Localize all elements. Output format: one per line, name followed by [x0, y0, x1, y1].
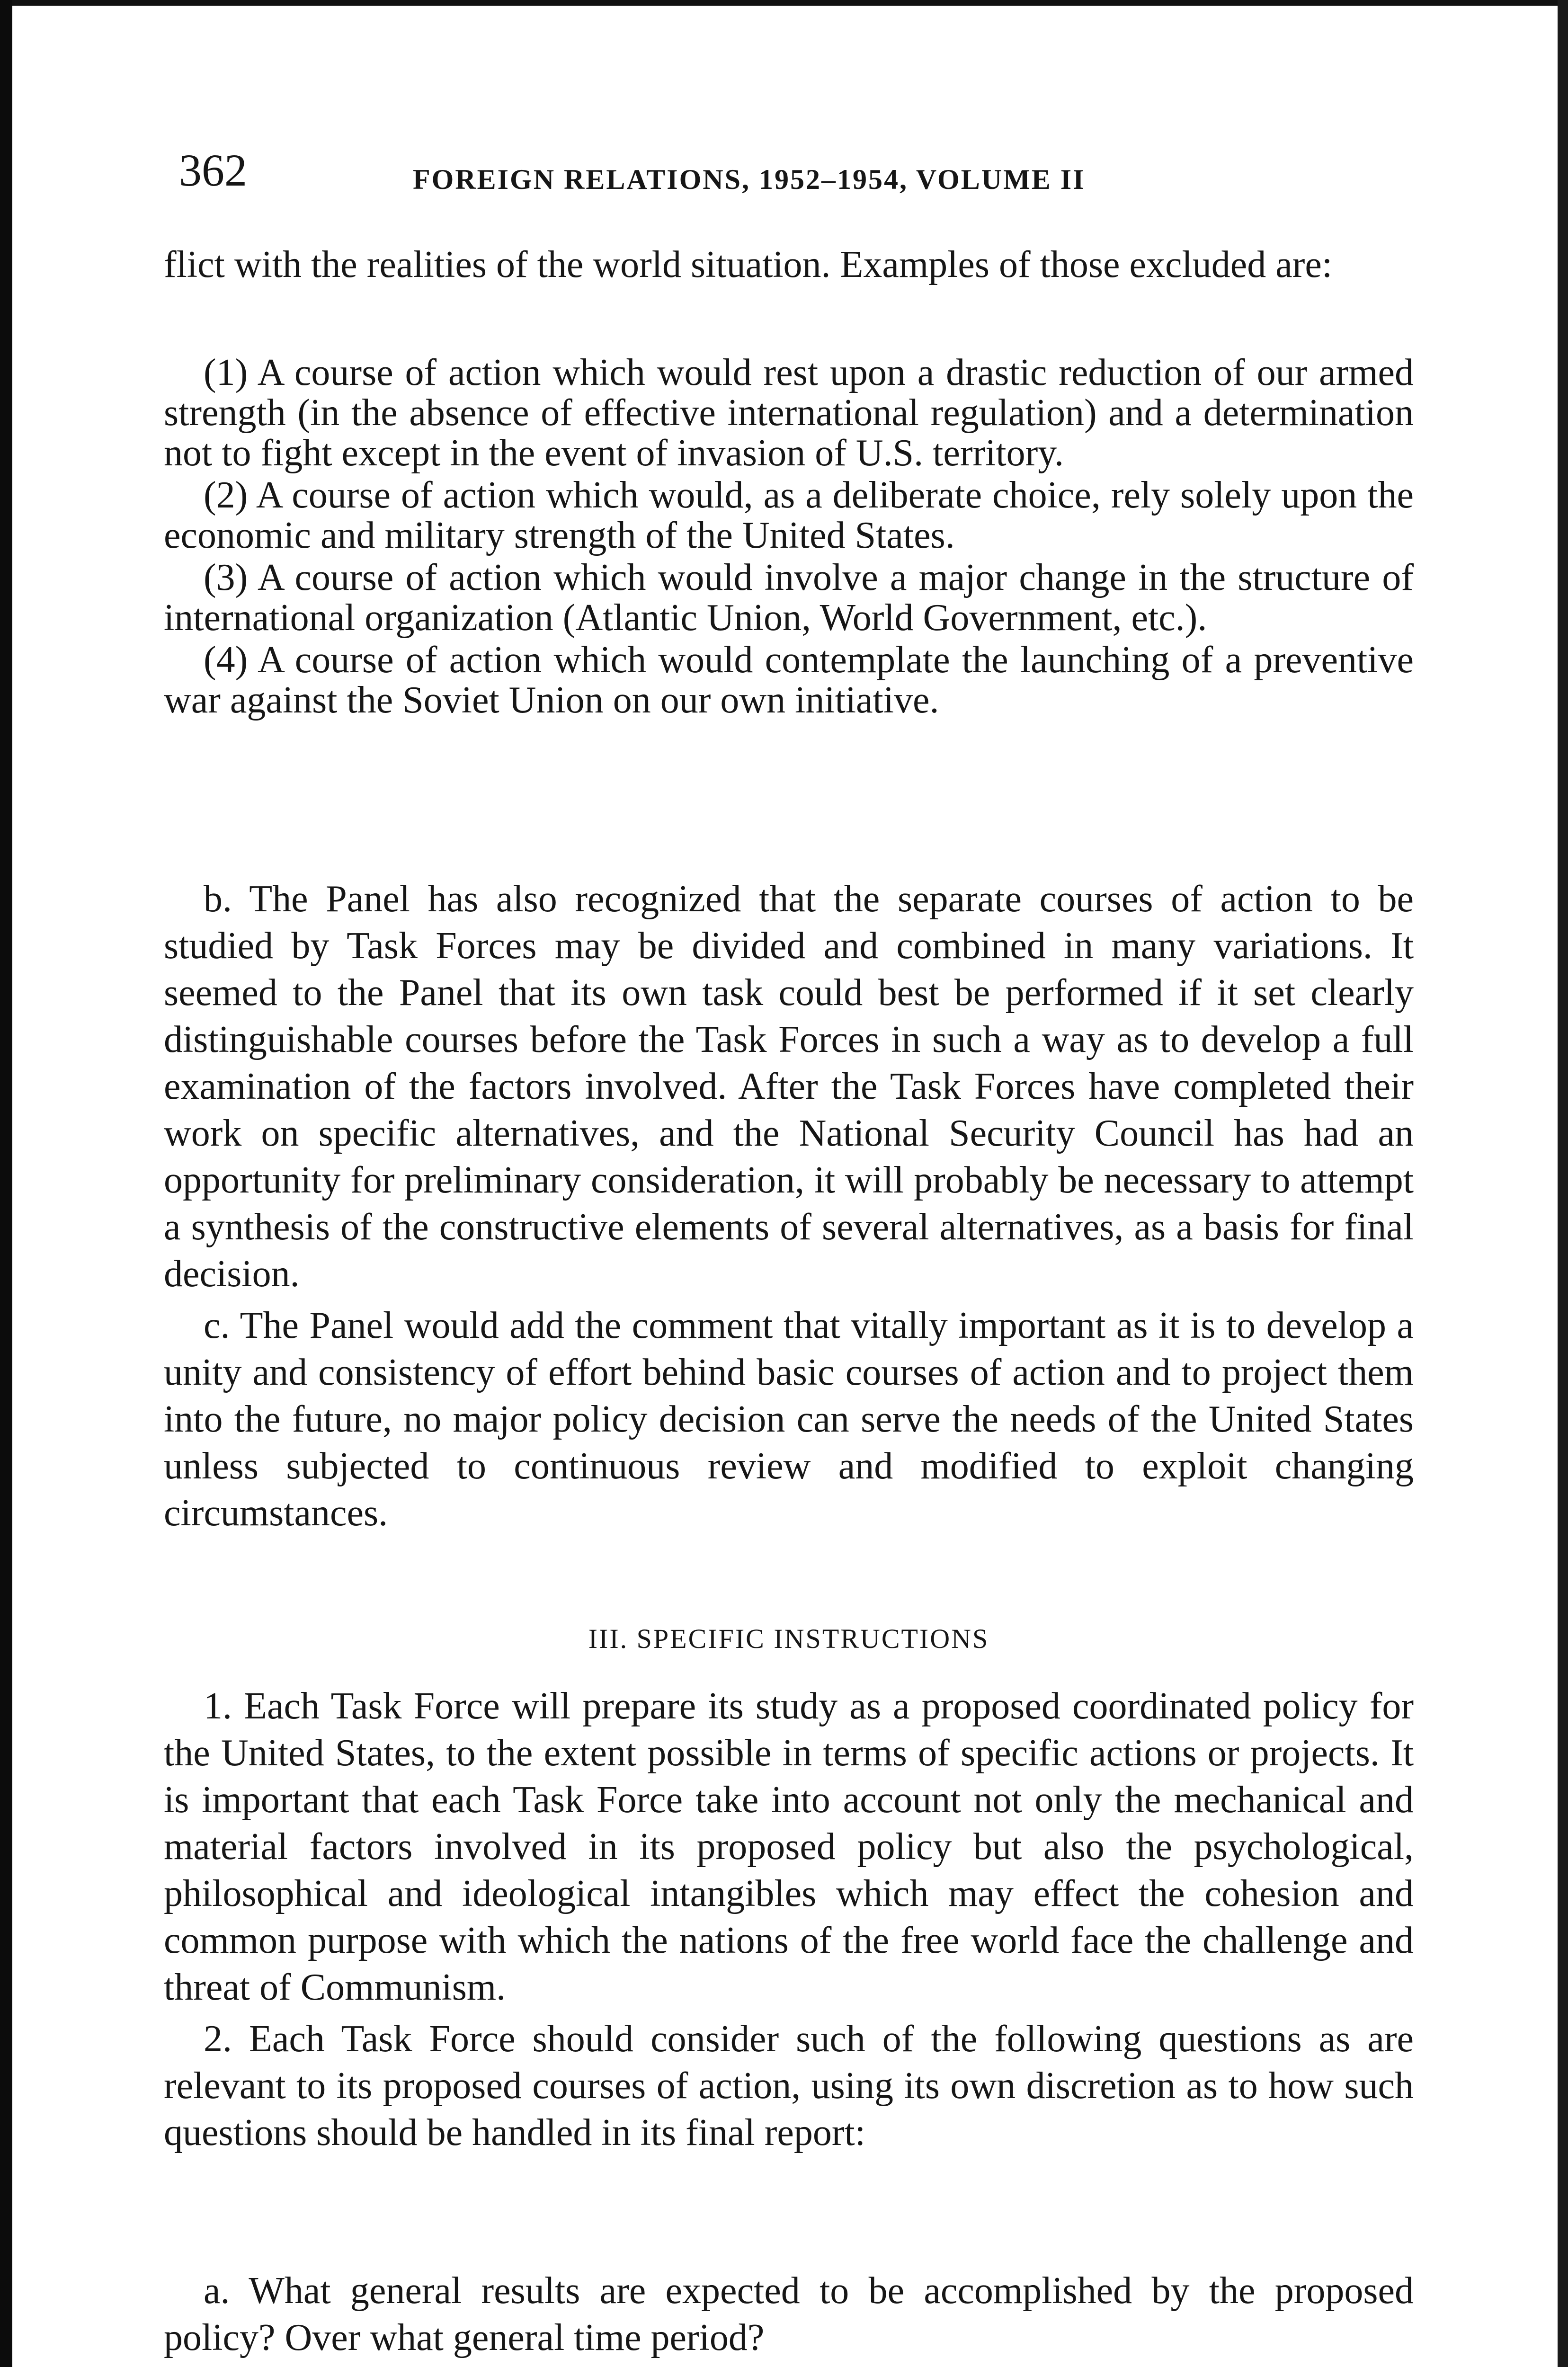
specific-instructions-block — [164, 1683, 1414, 2156]
instruction-2: 2. Each Task Force should consider such of the following questions as are relevant to its proposed courses of action, using its own discretion as to how such questions should be handled in its final report: — [164, 2018, 1414, 2153]
excluded-course-4: (4) A course of action which would contemplate the launching of a preventive war against the Soviet Union on our own initiative. — [164, 639, 1414, 721]
intro-block — [164, 241, 1414, 288]
excluded-course-1: (1) A course of action which would rest upon a drastic reduction of our armed strength (in the absence of effective international regulation) and a determination not to fight except in the event of invasion of U.S. territory. — [164, 352, 1414, 474]
page-number: 362 — [179, 145, 247, 196]
panel-comments-block — [164, 876, 1414, 1537]
page-header — [179, 142, 1429, 208]
section-heading: III. SPECIFIC INSTRUCTIONS — [588, 1623, 989, 1654]
excluded-courses-list — [164, 353, 1414, 722]
excluded-course-2: (2) A course of action which would, as a deliberate choice, rely solely upon the economic and military strength of the United States. — [164, 474, 1414, 556]
running-head: FOREIGN RELATIONS, 1952–1954, VOLUME II — [413, 164, 1086, 195]
scan-edge-left — [0, 0, 12, 2367]
excluded-course-3: (3) A course of action which would involve a major change in the structure of international organization (Atlantic Union, World Government, etc.). — [164, 557, 1414, 639]
question-a: a. What general results are expected to be accomplished by the proposed policy? Over what general time period? — [164, 2270, 1414, 2358]
scan-edge-top — [0, 0, 1568, 6]
question-block — [164, 2268, 1414, 2361]
scan-edge-right — [1558, 0, 1568, 2367]
intro-paragraph: flict with the realities of the world situation. Examples of those excluded are: — [164, 244, 1333, 285]
instruction-1: 1. Each Task Force will prepare its study as a proposed coordinated policy for the United States, to the extent possible in terms of specific actions or projects. It is important that each Task Force take into account not only the mechanical and material factors involved in its proposed policy but also the psychological, philosophical and ideological intangibles which may effect the cohesion and common purpose with which the nations of the free world face the challenge and threat of Communism. — [164, 1685, 1414, 2008]
paragraph-c: c. The Panel would add the comment that vitally important as it is to develop a unity and consistency of effort behind basic courses of action and to project them into the future, no major policy decision can serve the needs of the United States unless subjected to continuous review and modified to exploit changing circumstances. — [164, 1305, 1414, 1534]
paragraph-b: b. The Panel has also recognized that the separate courses of action to be studied by Task Forces may be divided and combined in many variations. It seemed to the Panel that its own task could best be performed if it set clearly distinguishable courses before the Task Forces in such a way as to develop a full examination of the factors involved. After the Task Forces have completed their work on specific alternatives, and the National Security Council has had an opportunity for preliminary consideration, it will probably be necessary to attempt a synthesis of the constructive elements of several alternatives, as a basis for final decision. — [164, 878, 1414, 1295]
